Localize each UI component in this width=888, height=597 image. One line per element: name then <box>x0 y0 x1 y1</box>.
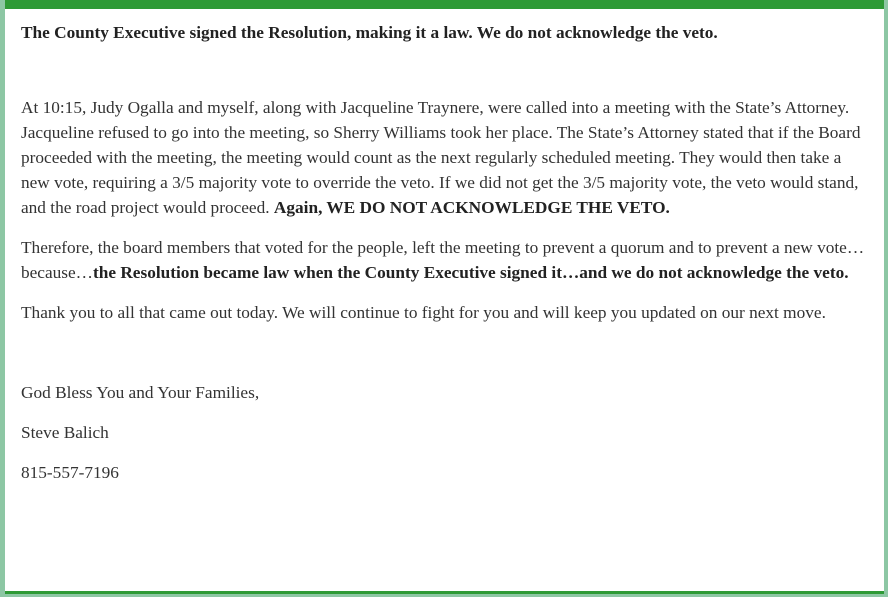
paragraph-quorum-emphasis: the Resolution became law when the County Executive signed it…and we do not acknowledge the veto. <box>92 263 849 282</box>
headline-text: The County Executive signed the Resolution, making it a law. We do not acknowledge the veto. <box>21 23 718 42</box>
paragraph-meeting-text: At 10:15, Judy Ogalla and myself, along with Jacqueline Traynere, were called into a meeting with the State’s Attorney. Jacqueline refused to go into the meeting, so Sherry Williams took her place. The State’s Attorney stated that if the Board proceeded with the meeting, the meeting would count as the next regularly scheduled meeting. They would then take a new vote, requiring a 3/5 majority vote to override the veto. If we did not get the 3/5 majority vote, the veto would stand, and the road project would proceed. <box>21 98 861 217</box>
paragraph-thanks: Thank you to all that came out today. We will continue to fight for you and will keep you updated on our next move. <box>21 303 826 322</box>
paragraph-quorum-text: Therefore, the board members that voted for the people, left the meeting to prevent a quorum and to prevent a new vote…because… <box>21 238 865 282</box>
phone-number: 815-557-7196 <box>21 463 119 482</box>
letter-content <box>21 20 867 485</box>
headline <box>21 20 867 45</box>
signature-name: Steve Balich <box>21 423 109 442</box>
closing-line: God Bless You and Your Families, <box>21 383 260 402</box>
letter-card <box>5 0 884 594</box>
paragraph-quorum <box>21 235 867 285</box>
paragraph-meeting <box>21 95 867 220</box>
paragraph-meeting-emphasis: Again, WE DO NOT ACKNOWLEDGE THE VETO. <box>273 198 670 217</box>
